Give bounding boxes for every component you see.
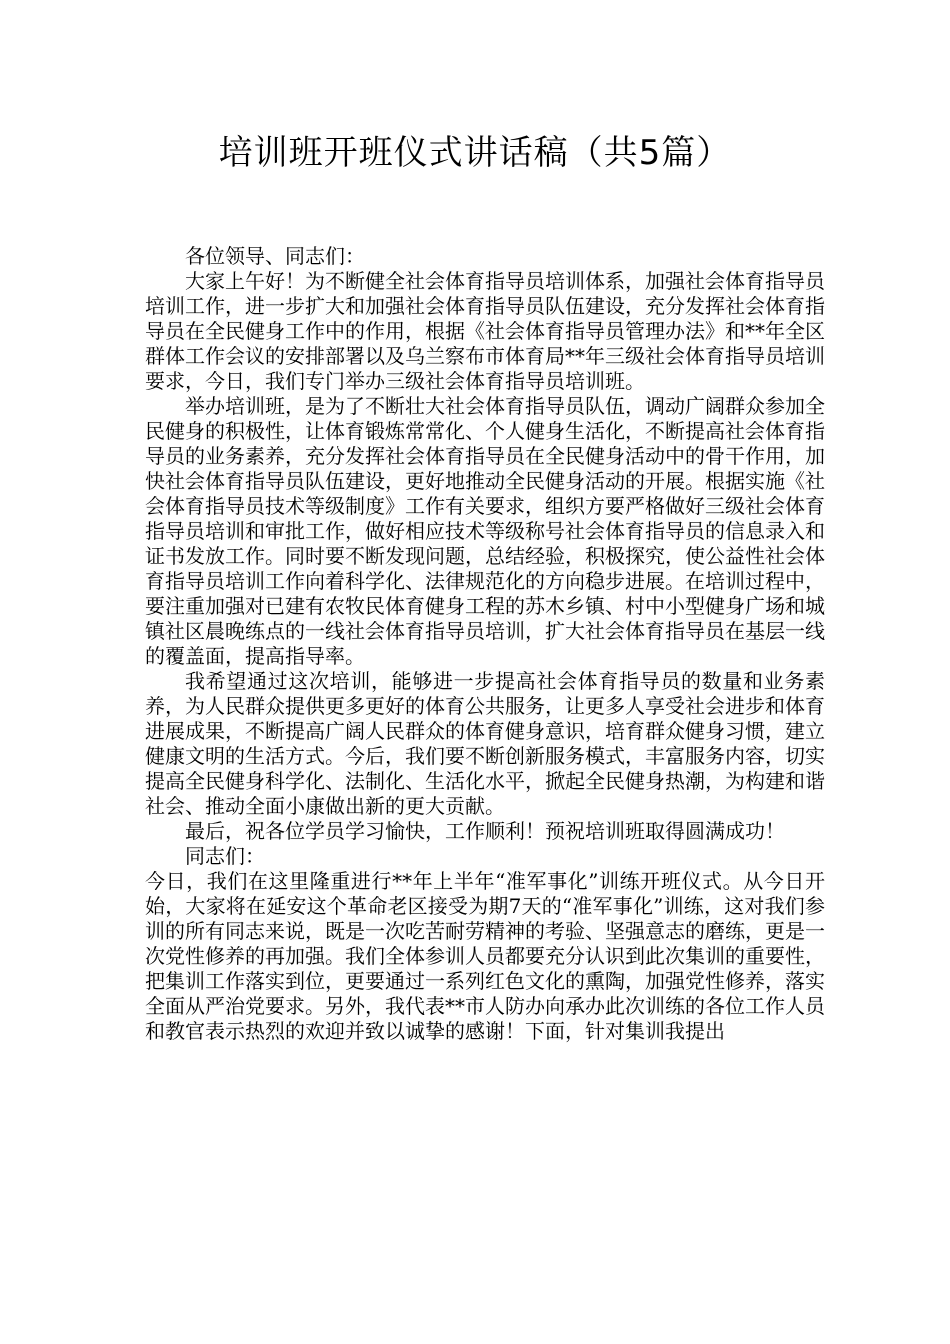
salutation: 同志们： — [185, 844, 265, 868]
paragraph: 举办培训班，是为了不断壮大社会体育指导员队伍，调动广阔群众参加全民健身的积极性，让体育锻炼常常化、个人健身生活化，不断提高社会体育指导员的业务素养，充分发挥社会体育指导员在全民健身活动中的骨干作用，加快社会体育指导员队伍建设，更好地推动全民健身活动的开展。根据实施《社会体育指导员技术等级制度》工作有关要求，组织方要严格做好三级社会体育指导员培训和审批工作，做好相应技术等级称号社会体育指导员的信息录入和证书发放工作。同时要不断发现问题，总结经验，积极探究，使公益性社会体育指导员培训工作向着科学化、法律规范化的方向稳步进展。在培训过程中，要注重加强对已建有农牧民体育健身工程的苏木乡镇、村中小型健身广场和城镇社区晨晚练点的一线社会体育指导员培训，扩大社会体育指导员在基层一线的覆盖面，提高指导率。 — [145, 394, 825, 668]
salutation: 各位领导、同志们： — [185, 244, 365, 268]
document-title: 培训班开班仪式讲话稿（共5篇） — [218, 133, 732, 173]
document-body — [145, 244, 825, 1044]
paragraph: 我希望通过这次培训，能够进一步提高社会体育指导员的数量和业务素养，为人民群众提供更多更好的体育公共服务，让更多人享受社会进步和体育进展成果，不断提高广阔人民群众的体育健身意识，培育群众健身习惯，建立健康文明的生活方式。今后，我们要不断创新服务模式，丰富服务内容，切实提高全民健身科学化、法制化、生活化水平，掀起全民健身热潮，为构建和谐社会、推动全面小康做出新的更大贡献。 — [145, 669, 825, 818]
closing-paragraph: 最后，祝各位学员学习愉快，工作顺利！预祝培训班取得圆满成功！ — [185, 819, 785, 843]
paragraph: 今日，我们在这里隆重进行**年上半年“准军事化”训练开班仪式。从今日开始，大家将在延安这个革命老区接受为期7天的“准军事化”训练，这对我们参训的所有同志来说，既是一次吃苦耐劳精神的考验、坚强意志的磨练，更是一次党性修养的再加强。我们全体参训人员都要充分认识到此次集训的重要性，把集训工作落实到位，更要通过一系列红色文化的熏陶，加强党性修养，落实全面从严治党要求。另外，我代表**市人防办向承办此次训练的各位工作人员和教官表示热烈的欢迎并致以诚挚的感谢！下面，针对集训我提出 — [145, 869, 825, 1043]
paragraph: 大家上午好！为不断健全社会体育指导员培训体系，加强社会体育指导员培训工作，进一步扩大和加强社会体育指导员队伍建设，充分发挥社会体育指导员在全民健身工作中的作用，根据《社会体育指导员管理办法》和**年全区群体工作会议的安排部署以及乌兰察布市体育局**年三级社会体育指导员培训要求，今日，我们专门举办三级社会体育指导员培训班。 — [145, 269, 825, 393]
